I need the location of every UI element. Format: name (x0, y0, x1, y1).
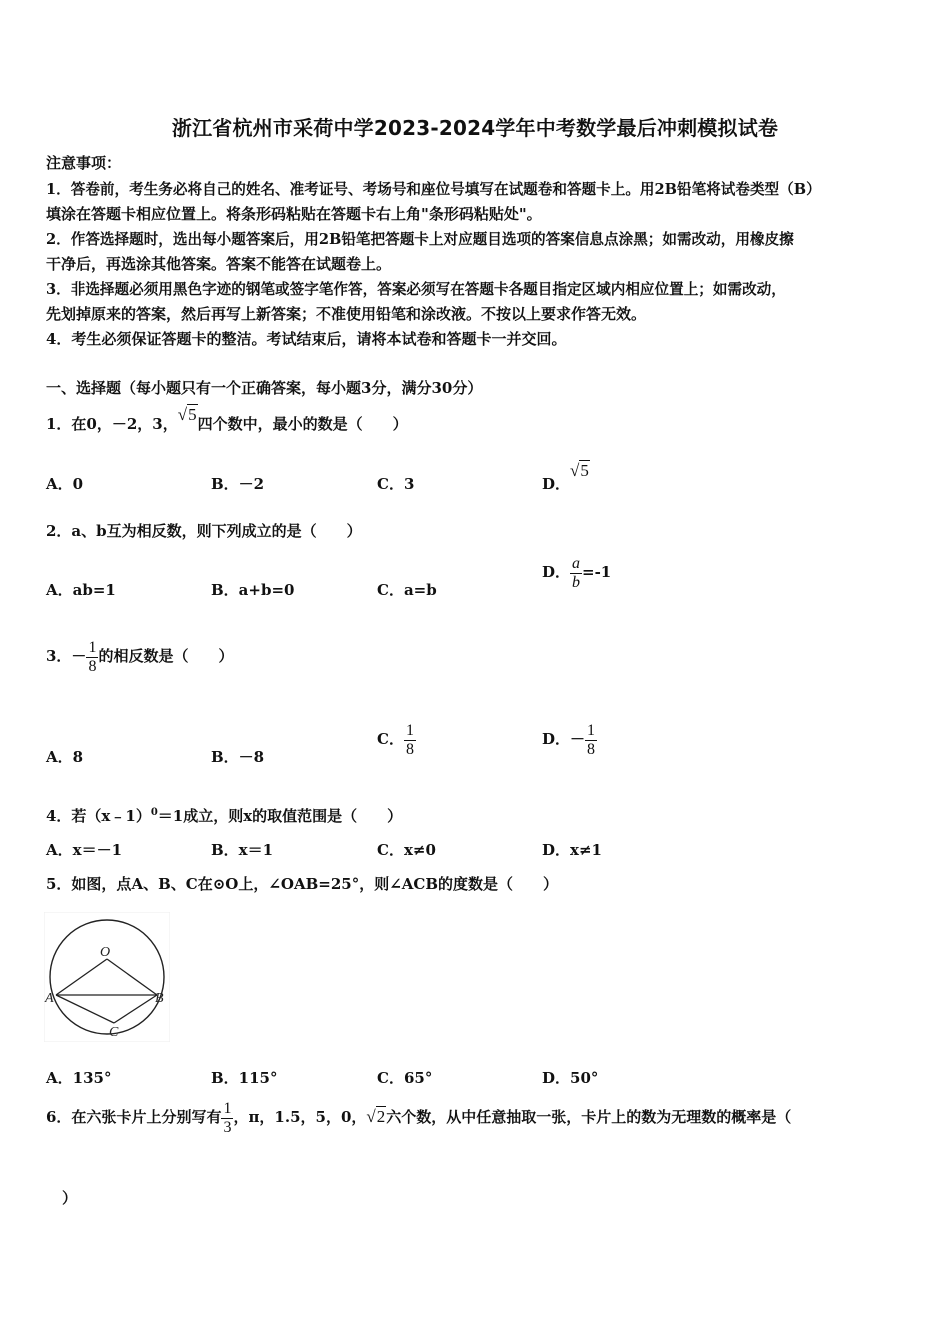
q3-numerator: 1 (88, 639, 97, 656)
sqrt-symbol: √2 (366, 1107, 386, 1127)
q4-option-d[interactable]: D．x≠1 (542, 841, 602, 859)
q4-option-c[interactable]: C．x≠0 (377, 841, 436, 859)
q4-pre: 4．若（x﹣1） (46, 807, 151, 825)
q6-mid: ，π，1.5，5，0， (233, 1108, 367, 1127)
q1-radicand: 5 (188, 405, 197, 424)
sqrt-symbol: √5 (570, 461, 589, 480)
q5-option-d[interactable]: D．50° (542, 1069, 599, 1087)
q6-pre: 6．在六张卡片上分别写有 (46, 1108, 222, 1127)
q2-d-fraction (570, 555, 582, 591)
notice-line-5: 3．非选择题必须用黑色字迹的钢笔或签字笔作答，答案必须写在答题卡各题目指定区域内相应位置上；如需改动， (46, 281, 786, 298)
label-o: O (100, 945, 111, 960)
q1-option-d[interactable] (542, 460, 590, 493)
q3-option-d[interactable] (542, 722, 597, 758)
q2-d-post: =-1 (582, 563, 612, 582)
q5-option-c[interactable]: C．65° (377, 1069, 433, 1087)
q3-c-label: C． (377, 730, 404, 749)
q2-d-numerator: a (572, 555, 581, 572)
q1-post: 四个数中，最小的数是（ ） (197, 415, 408, 433)
q3-c-denominator: 8 (405, 740, 414, 758)
q6-radicand: 2 (376, 1107, 386, 1127)
q6-post: 六个数，从中任意抽取一张，卡片上的数为无理数的概率是（ (386, 1108, 792, 1127)
notice-line-6: 先划掉原来的答案，然后再写上新答案；不准使用铅笔和涂改液。不按以上要求作答无效。 (46, 305, 647, 323)
notice-line-7: 4．考生必须保证答题卡的整洁。考试结束后，请将本试卷和答题卡一并交回。 (46, 330, 567, 348)
q3-option-b[interactable]: B．－8 (211, 748, 265, 766)
q3-d-numerator: 1 (587, 722, 596, 739)
q4-option-b[interactable]: B．x＝1 (211, 841, 274, 859)
notice-heading: 注意事项： (46, 154, 122, 172)
q3-c-fraction (404, 722, 416, 758)
section-heading: 一、选择题（每小题只有一个正确答案，每小题3分，满分30分） (46, 379, 483, 397)
question-6 (46, 1100, 791, 1136)
q2-option-c[interactable]: C．a=b (377, 581, 437, 599)
q6-fraction (221, 1100, 233, 1136)
q2-option-b[interactable]: B．a+b=0 (211, 581, 295, 599)
q5-option-b[interactable]: B．115° (211, 1069, 278, 1087)
q6-continuation: ） (62, 1189, 78, 1207)
q6-numerator: 1 (223, 1100, 232, 1117)
notice-line-4: 干净后，再选涂其他答案。答案不能答在试题卷上。 (46, 255, 392, 273)
sqrt-symbol: √5 (177, 405, 197, 424)
q3-c-numerator: 1 (405, 722, 414, 739)
label-a: A (45, 991, 54, 1006)
notice-line-3: 2．作答选择题时，选出每小题答案后，用2B铅笔把答题卡上对应题目选项的答案信息点涂黑；如需改动，用橡皮擦 (46, 231, 794, 248)
q3-d-denominator: 8 (587, 740, 596, 758)
q3-post: 的相反数是（ ） (98, 647, 234, 666)
q1-option-a[interactable]: A．0 (46, 475, 84, 493)
notice-line-1: 1．答卷前，考生务必将自己的姓名、准考证号、考场号和座位号填写在试题卷和答题卡上。用2B铅笔将试卷类型（B） (46, 181, 821, 198)
question-2: 2．a、b互为相反数，则下列成立的是（ ） (46, 522, 362, 540)
figure-frame (44, 912, 170, 1042)
circle-figure (44, 912, 170, 1042)
q1-d-radicand: 5 (580, 461, 589, 480)
q3-option-c[interactable] (377, 722, 416, 758)
q2-option-a[interactable]: A．ab=1 (46, 581, 116, 599)
label-b: B (155, 991, 164, 1006)
q3-fraction (86, 639, 98, 675)
q4-exponent: 0 (150, 807, 158, 818)
question-4 (46, 805, 402, 826)
q1-pre: 1．在0，－2，3， (46, 415, 178, 433)
q4-post: ＝1成立，则x的取值范围是（ ） (157, 807, 403, 825)
q4-option-a[interactable]: A．x＝－1 (46, 841, 123, 859)
q1-d-label: D． (542, 475, 571, 493)
notice-line-2: 填涂在答题卡相应位置上。将条形码粘贴在答题卡右上角"条形码粘贴处"。 (46, 205, 542, 223)
q3-d-fraction (585, 722, 597, 758)
q5-option-a[interactable]: A．135° (46, 1069, 112, 1087)
q3-option-a[interactable]: A．8 (46, 748, 84, 766)
q3-denominator: 8 (88, 657, 97, 675)
q3-pre: 3．－ (46, 647, 87, 666)
q2-d-denominator: b (572, 573, 581, 591)
page-title: 浙江省杭州市采荷中学2023-2024学年中考数学最后冲刺模拟试卷 (171, 116, 779, 140)
q1-option-b[interactable]: B．－2 (211, 475, 265, 493)
question-5: 5．如图，点A、B、C在⊙O上，∠OAB=25°，则∠ACB的度数是（ ） (46, 875, 559, 893)
q1-option-c[interactable]: C．3 (377, 475, 415, 493)
q6-denominator: 3 (223, 1118, 232, 1136)
question-1 (46, 404, 408, 433)
q3-d-label: D．－ (542, 730, 586, 749)
q2-option-d[interactable] (542, 555, 611, 591)
q2-d-label: D． (542, 563, 571, 582)
question-3 (46, 639, 233, 675)
label-c: C (109, 1025, 119, 1040)
